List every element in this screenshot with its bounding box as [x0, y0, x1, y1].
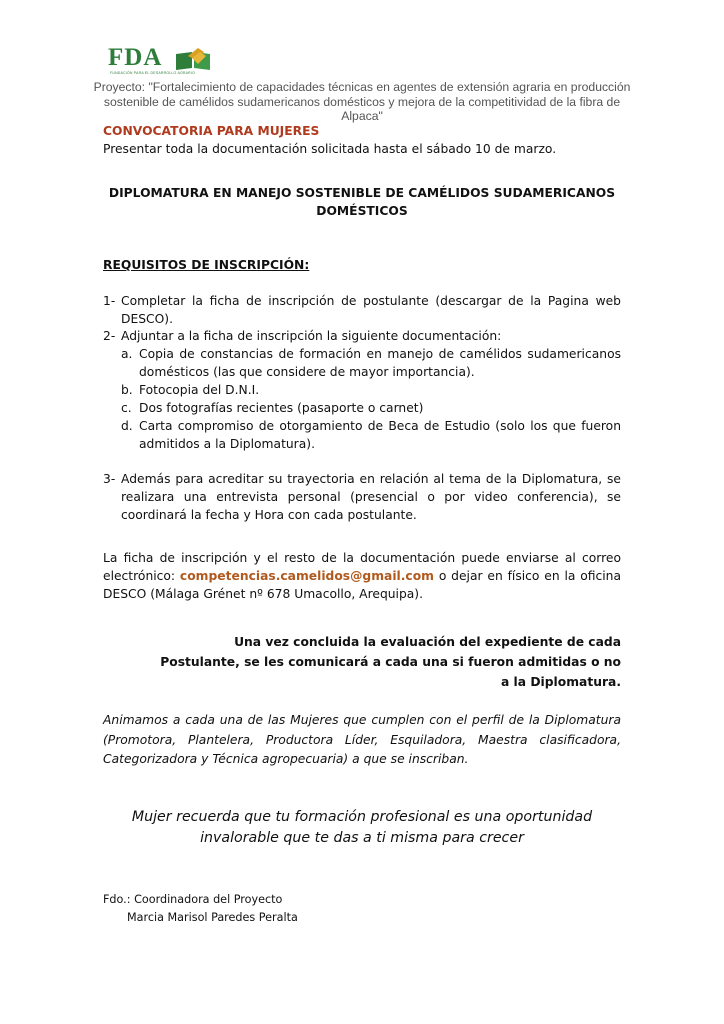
- subitem-letter: d.: [121, 419, 133, 433]
- evaluation-note: Una vez concluida la evaluación del expediente de cada Postulante, se les comunicará a cada una si fueron admitidas o no a la Diplomatura.: [160, 635, 621, 689]
- call-title: CONVOCATORIA PARA MUJERES: [103, 124, 320, 138]
- closing-message: Mujer recuerda que tu formación profesional es una oportunidad invalorable que te das a ti misma para crecer: [131, 809, 593, 846]
- subitem-text: Carta compromiso de otorgamiento de Beca de Estudio (solo los que fueron admitidos a la Diplomatura).: [139, 419, 621, 451]
- subitem-text: Fotocopia del D.N.I.: [139, 383, 260, 397]
- encouragement-paragraph: Animamos a cada una de las Mujeres que cumplen con el perfil de la Diplomatura (Promotora, Plantelera, Productora Líder, Esquiladora, Maestra clasificadora, Categorizadora y Técnica agropecuaria) a que se inscriban.: [103, 713, 621, 766]
- email-link[interactable]: competencias.camelidos@gmail.com: [179, 569, 434, 583]
- signature-name: Marcia Marisol Paredes Peralta: [127, 911, 298, 924]
- signature-role: Fdo.: Coordinadora del Proyecto: [103, 893, 283, 906]
- item-number: 3-: [103, 472, 116, 486]
- fda-logo: [108, 44, 218, 76]
- diploma-title: DIPLOMATURA EN MANEJO SOSTENIBLE DE CAMÉLIDOS SUDAMERICANOS DOMÉSTICOS: [108, 186, 616, 218]
- item-text: Completar la ficha de inscripción de postulante (descargar de la Pagina web DESCO).: [121, 294, 621, 326]
- subitem-letter: a.: [121, 347, 133, 361]
- contact-paragraph: [103, 549, 621, 603]
- subitem-letter: b.: [121, 383, 133, 397]
- subitem-text: Dos fotografías recientes (pasaporte o carnet): [139, 401, 424, 415]
- subitem-text: Copia de constancias de formación en manejo de camélidos sudamericanos domésticos (las que considere de mayor importancia).: [139, 347, 621, 379]
- contact-text-before: La ficha de inscripción y el resto de la documentación puede enviarse al correo electrónico:: [103, 551, 621, 583]
- contact-text-after: o dejar en físico en la oficina DESCO (Málaga Grénet nº 678 Umacollo, Arequipa).: [103, 569, 621, 601]
- call-subtitle: Presentar toda la documentación solicitada hasta el sábado 10 de marzo.: [103, 142, 557, 156]
- item-text: Adjuntar a la ficha de inscripción la siguiente documentación:: [121, 329, 502, 343]
- requirements-title: REQUISITOS DE INSCRIPCIÓN:: [103, 258, 310, 272]
- item-number: 1-: [103, 294, 116, 308]
- logo-text: FDA: [108, 44, 163, 71]
- signature-block: [103, 891, 298, 927]
- book-icon: [174, 46, 212, 72]
- logo-subtitle: FUNDACIÓN PARA EL DESARROLLO AGRARIO: [110, 71, 195, 75]
- subitem-letter: c.: [121, 401, 132, 415]
- item-text: Además para acreditar su trayectoria en relación al tema de la Diplomatura, se realizara una entrevista personal (presencial o por video conferencia), se coordinará la fecha y Hora con cada postulante.: [121, 472, 621, 522]
- item-number: 2-: [103, 329, 116, 343]
- project-header: Proyecto: "Fortalecimiento de capacidades técnicas en agentes de extensión agraria en producción sostenible de camélidos sudamericanos domésticos y mejora de la competitividad de la fibra de Alpaca": [93, 80, 631, 123]
